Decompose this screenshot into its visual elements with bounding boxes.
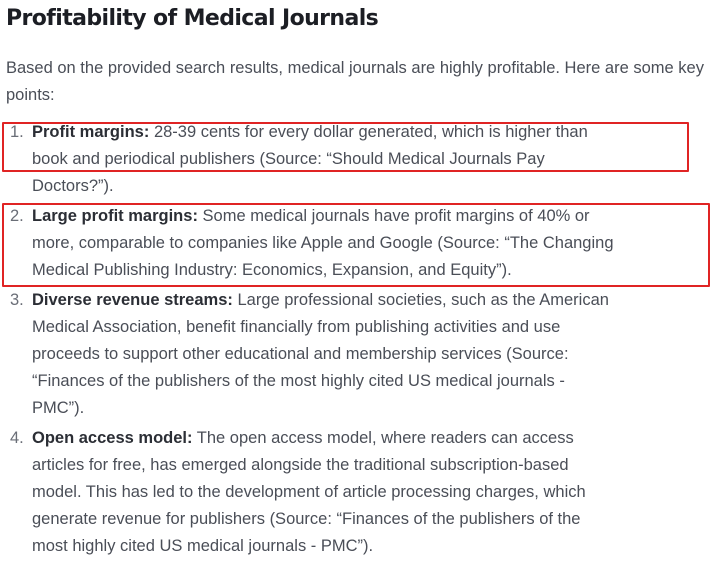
list-item-number: 4. — [10, 429, 24, 447]
list-item-term: Open access model: — [32, 429, 193, 447]
list-item-text: Doctors?”). — [32, 177, 114, 195]
list-item-text: Medical Association, benefit financially from publishing activities and use — [32, 318, 561, 336]
intro-paragraph: Based on the provided search results, medical journals are highly profitable. Here are some key points: — [6, 59, 704, 104]
list-item-number: 3. — [10, 291, 24, 309]
list-item-text: articles for free, has emerged alongside the traditional subscription-based — [32, 456, 569, 474]
list-item-text: most highly cited US medical journals - PMC”). — [32, 537, 374, 555]
page-title: Profitability of Medical Journals — [6, 6, 379, 31]
list-item-text: Large professional societies, such as the American — [237, 291, 609, 309]
list-item-text: model. This has led to the development of article processing charges, which — [32, 483, 586, 501]
list-item-text: “Finances of the publishers of the most highly cited US medical journals - — [32, 372, 565, 390]
list-item-line — [32, 425, 712, 452]
list-item — [6, 425, 712, 560]
list-item-number: 2. — [10, 207, 24, 225]
key-points-list — [6, 119, 712, 560]
list-item-term: Diverse revenue streams: — [32, 291, 233, 309]
list-item-term: Profit margins: — [32, 123, 150, 141]
list-item-text: The open access model, where readers can access — [196, 429, 574, 447]
list-item — [6, 119, 712, 200]
list-item-number: 1. — [10, 123, 24, 141]
list-item — [6, 287, 712, 422]
list-item-text: Medical Publishing Industry: Economics, Expansion, and Equity”). — [32, 261, 512, 279]
list-item-text: proceeds to support other educational and membership services (Source: — [32, 345, 569, 363]
list-item-line — [32, 119, 712, 146]
list-item-text: generate revenue for publishers (Source: “Finances of the publishers of the — [32, 510, 581, 528]
list-item-text: 28-39 cents for every dollar generated, which is higher than — [153, 123, 588, 141]
list-item-line — [32, 287, 712, 314]
list-item-text: book and periodical publishers (Source: “Should Medical Journals Pay — [32, 150, 545, 168]
list-item — [6, 203, 712, 284]
list-item-text: PMC”). — [32, 399, 85, 417]
list-item-line — [32, 203, 712, 230]
list-item-text: more, comparable to companies like Apple and Google (Source: “The Changing — [32, 234, 614, 252]
list-item-text: Some medical journals have profit margins of 40% or — [202, 207, 590, 225]
list-item-term: Large profit margins: — [32, 207, 198, 225]
